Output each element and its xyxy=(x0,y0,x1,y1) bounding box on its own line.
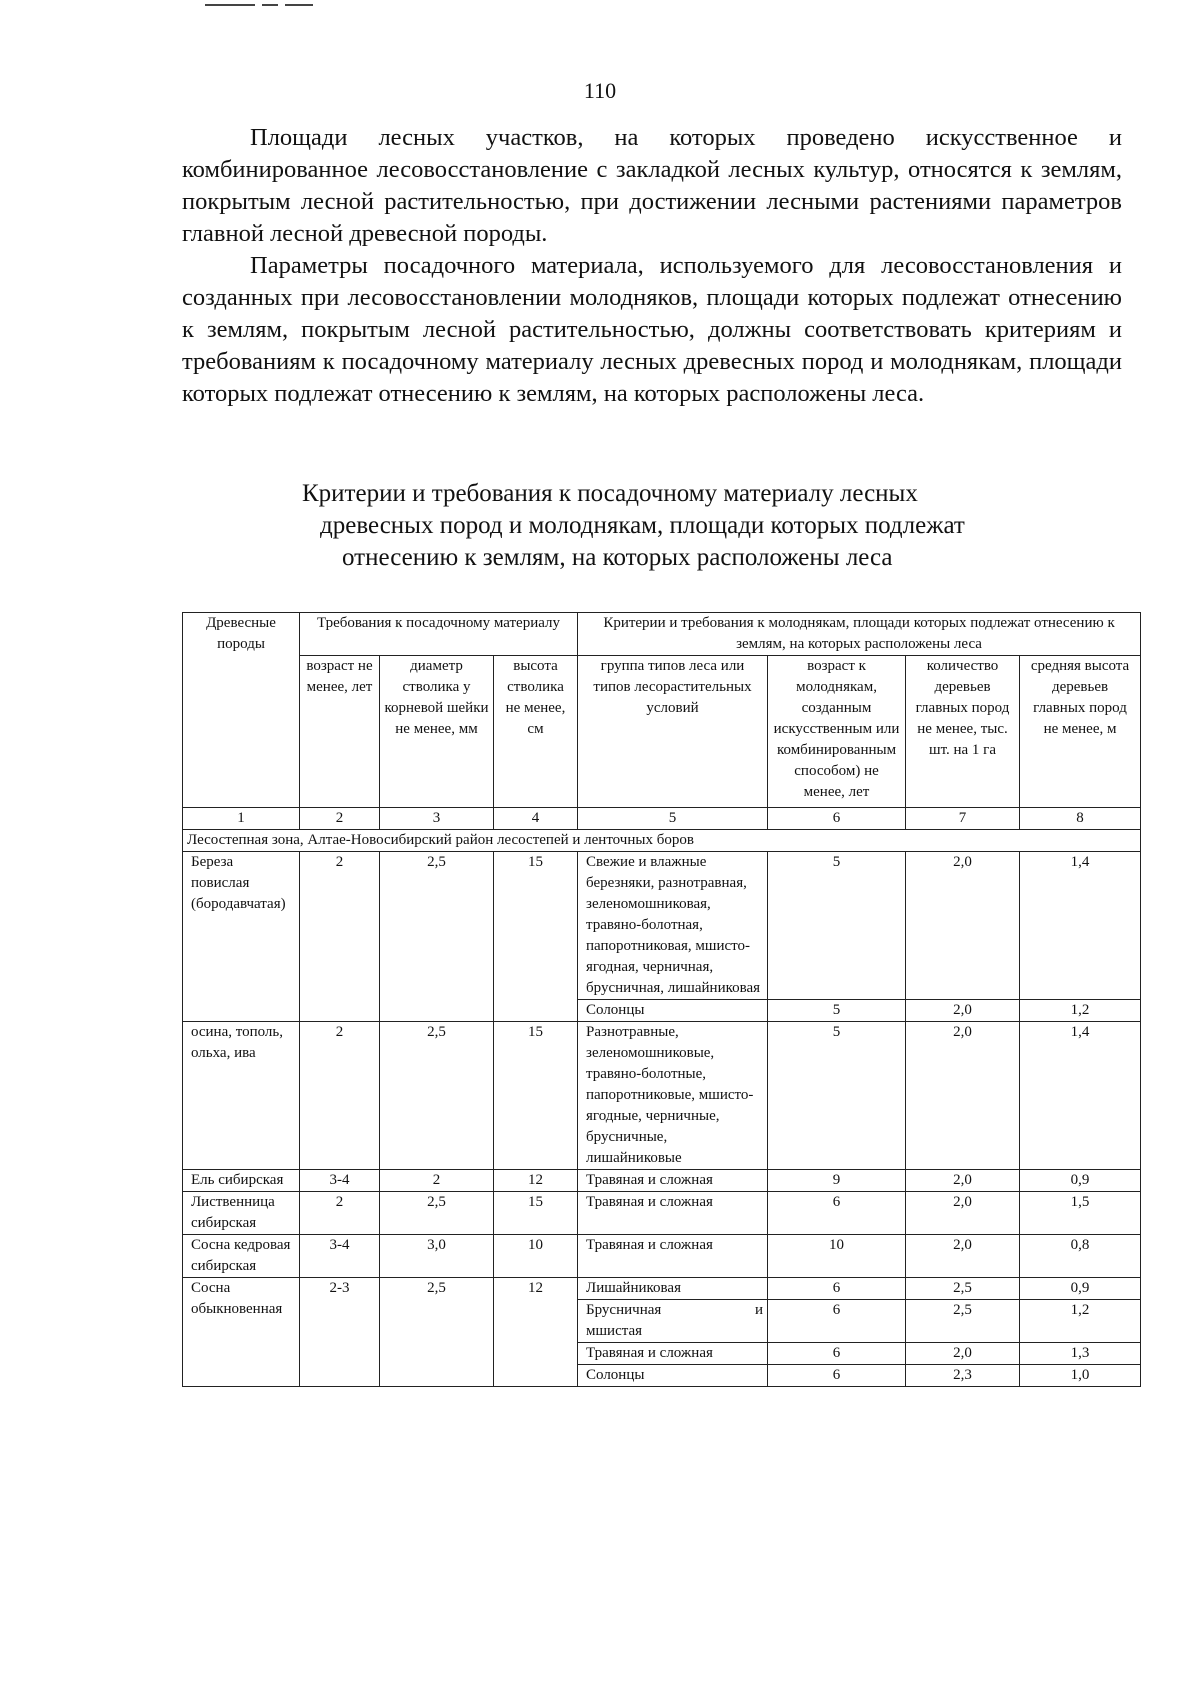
table-row xyxy=(183,1235,1141,1278)
cell-forest-type: Солонцы xyxy=(578,1000,768,1022)
cell-tree-count: 2,0 xyxy=(906,1170,1020,1192)
zone-label: Лесостепная зона, Алтае-Новосибирский район лесостепей и ленточных боров xyxy=(183,830,1141,852)
header-young-stands: Критерии и требования к молоднякам, площади которых подлежат отнесению к землям, на которых расположены леса xyxy=(578,613,1141,656)
cell-avg-height: 0,9 xyxy=(1020,1278,1141,1300)
cell-diameter: 2,5 xyxy=(380,1192,494,1235)
cell-age: 3-4 xyxy=(300,1235,380,1278)
paragraph-1-text: Площади лесных участков, на которых проведено искусственное и комбинированное лесовосстановление с закладкой лесных культур, относятся к землям, покрытым лесной растительностью, при достижении лесными растениями параметров главной лесной древесной породы. xyxy=(182,124,1122,247)
cell-forest-type: Травяная и сложная xyxy=(578,1192,768,1235)
cell-forest-type xyxy=(578,1300,768,1343)
cell-avg-height: 1,3 xyxy=(1020,1343,1141,1365)
species-name: Сосна обыкновенная xyxy=(183,1278,300,1387)
cell-young-age: 6 xyxy=(768,1278,906,1300)
header-species: Древесные породы xyxy=(183,613,300,808)
forest-type-word: мшистая xyxy=(586,1323,643,1339)
forest-type-word: Брусничная xyxy=(586,1302,662,1318)
cell-height: 15 xyxy=(494,1022,578,1170)
table-row xyxy=(183,852,1141,1000)
cell-forest-type: Травяная и сложная xyxy=(578,1170,768,1192)
paragraph-2 xyxy=(182,250,1122,410)
cell-tree-count: 2,5 xyxy=(906,1278,1020,1300)
header-height: высота стволика не менее, см xyxy=(494,656,578,808)
cell-age: 3-4 xyxy=(300,1170,380,1192)
cell-diameter: 2 xyxy=(380,1170,494,1192)
cell-avg-height: 1,4 xyxy=(1020,1022,1141,1170)
heading-line: отнесению к землям, на которых расположены леса xyxy=(342,544,893,571)
cell-forest-type: Разнотравные, зеленомошниковые, травяно-болотные, папоротниковые, мшисто-ягодные, черничные, брусничные, лишайниковые xyxy=(578,1022,768,1170)
header-planting-material: Требования к посадочному материалу xyxy=(300,613,578,656)
header-age: возраст не менее, лет xyxy=(300,656,380,808)
forest-type-justified-line xyxy=(586,1300,763,1321)
cell-tree-count: 2,3 xyxy=(906,1365,1020,1387)
cell-height: 12 xyxy=(494,1170,578,1192)
cell-young-age: 6 xyxy=(768,1192,906,1235)
cell-avg-height: 1,0 xyxy=(1020,1365,1141,1387)
column-number-row xyxy=(183,808,1141,830)
cell-young-age: 5 xyxy=(768,1000,906,1022)
cell-tree-count: 2,5 xyxy=(906,1300,1020,1343)
cell-diameter: 3,0 xyxy=(380,1235,494,1278)
forest-type-word: и xyxy=(754,1302,764,1318)
scan-artifact-line xyxy=(205,4,255,6)
paragraph-2-text: Параметры посадочного материала, используемого для лесовосстановления и созданных при лесовосстановлении молодняков, площади которых подлежат отнесению к землям, покрытым лесной растительностью, должны соответствовать критериям и требованиям к посадочному материалу лесных древесных пород и молоднякам, площади которых подлежат отнесению к землям, на которых расположены леса. xyxy=(182,252,1122,407)
cell-height: 15 xyxy=(494,852,578,1022)
page-number: 110 xyxy=(583,78,617,103)
criteria-table xyxy=(182,612,1141,1387)
table-heading xyxy=(180,478,1120,574)
cell-age: 2 xyxy=(300,1192,380,1235)
table-row xyxy=(183,1278,1141,1300)
cell-tree-count: 2,0 xyxy=(906,1000,1020,1022)
species-name: осина, тополь, ольха, ива xyxy=(183,1022,300,1170)
cell-young-age: 5 xyxy=(768,1022,906,1170)
column-number: 5 xyxy=(578,808,768,830)
cell-avg-height: 1,2 xyxy=(1020,1000,1141,1022)
scan-artifact-line xyxy=(285,4,313,6)
cell-tree-count: 2,0 xyxy=(906,1235,1020,1278)
table-row xyxy=(183,1170,1141,1192)
column-number: 3 xyxy=(380,808,494,830)
cell-age: 2 xyxy=(300,1022,380,1170)
scan-artifact-line xyxy=(262,4,278,6)
cell-avg-height: 1,2 xyxy=(1020,1300,1141,1343)
column-number: 6 xyxy=(768,808,906,830)
cell-avg-height: 1,4 xyxy=(1020,852,1141,1000)
cell-height: 10 xyxy=(494,1235,578,1278)
cell-height: 12 xyxy=(494,1278,578,1387)
cell-avg-height: 0,9 xyxy=(1020,1170,1141,1192)
species-name: Ель сибирская xyxy=(183,1170,300,1192)
header-diameter: диаметр стволика у корневой шейки не менее, мм xyxy=(380,656,494,808)
heading-line: Критерии и требования к посадочному материалу лесных xyxy=(302,480,918,507)
header-young-age: возраст к молоднякам, созданным искусственным или комбинированным способом) не менее, лет xyxy=(768,656,906,808)
cell-young-age: 6 xyxy=(768,1365,906,1387)
cell-forest-type: Свежие и влажные березняки, разнотравная, зеленомошниковая, травяно-болотная, папоротниковая, мшисто-ягодная, черничная, брусничная, лишайниковая xyxy=(578,852,768,1000)
cell-tree-count: 2,0 xyxy=(906,1192,1020,1235)
column-number: 8 xyxy=(1020,808,1141,830)
species-name: Лиственница сибирская xyxy=(183,1192,300,1235)
cell-height: 15 xyxy=(494,1192,578,1235)
cell-young-age: 6 xyxy=(768,1343,906,1365)
cell-age: 2-3 xyxy=(300,1278,380,1387)
table-subheader-row xyxy=(183,656,1141,808)
cell-young-age: 10 xyxy=(768,1235,906,1278)
cell-diameter: 2,5 xyxy=(380,1022,494,1170)
cell-age: 2 xyxy=(300,852,380,1022)
cell-diameter: 2,5 xyxy=(380,1278,494,1387)
table-row xyxy=(183,1022,1141,1170)
cell-avg-height: 1,5 xyxy=(1020,1192,1141,1235)
column-number: 2 xyxy=(300,808,380,830)
header-avg-height: средняя высота деревьев главных пород не менее, м xyxy=(1020,656,1141,808)
species-name: Сосна кедровая сибирская xyxy=(183,1235,300,1278)
column-number: 1 xyxy=(183,808,300,830)
species-name: Береза повислая (бородавчатая) xyxy=(183,852,300,1022)
header-forest-type: группа типов леса или типов лесорастительных условий xyxy=(578,656,768,808)
table-header-row xyxy=(183,613,1141,656)
cell-forest-type: Травяная и сложная xyxy=(578,1343,768,1365)
cell-avg-height: 0,8 xyxy=(1020,1235,1141,1278)
heading-line: древесных пород и молоднякам, площади которых подлежат xyxy=(320,512,965,539)
table-row xyxy=(183,1192,1141,1235)
cell-diameter: 2,5 xyxy=(380,852,494,1022)
cell-tree-count: 2,0 xyxy=(906,1343,1020,1365)
cell-young-age: 5 xyxy=(768,852,906,1000)
cell-young-age: 6 xyxy=(768,1300,906,1343)
cell-tree-count: 2,0 xyxy=(906,1022,1020,1170)
cell-forest-type: Лишайниковая xyxy=(578,1278,768,1300)
cell-young-age: 9 xyxy=(768,1170,906,1192)
column-number: 7 xyxy=(906,808,1020,830)
column-number: 4 xyxy=(494,808,578,830)
zone-row xyxy=(183,830,1141,852)
paragraph-1 xyxy=(182,122,1122,250)
cell-tree-count: 2,0 xyxy=(906,852,1020,1000)
header-tree-count: количество деревьев главных пород не менее, тыс. шт. на 1 га xyxy=(906,656,1020,808)
cell-forest-type: Солонцы xyxy=(578,1365,768,1387)
cell-forest-type: Травяная и сложная xyxy=(578,1235,768,1278)
